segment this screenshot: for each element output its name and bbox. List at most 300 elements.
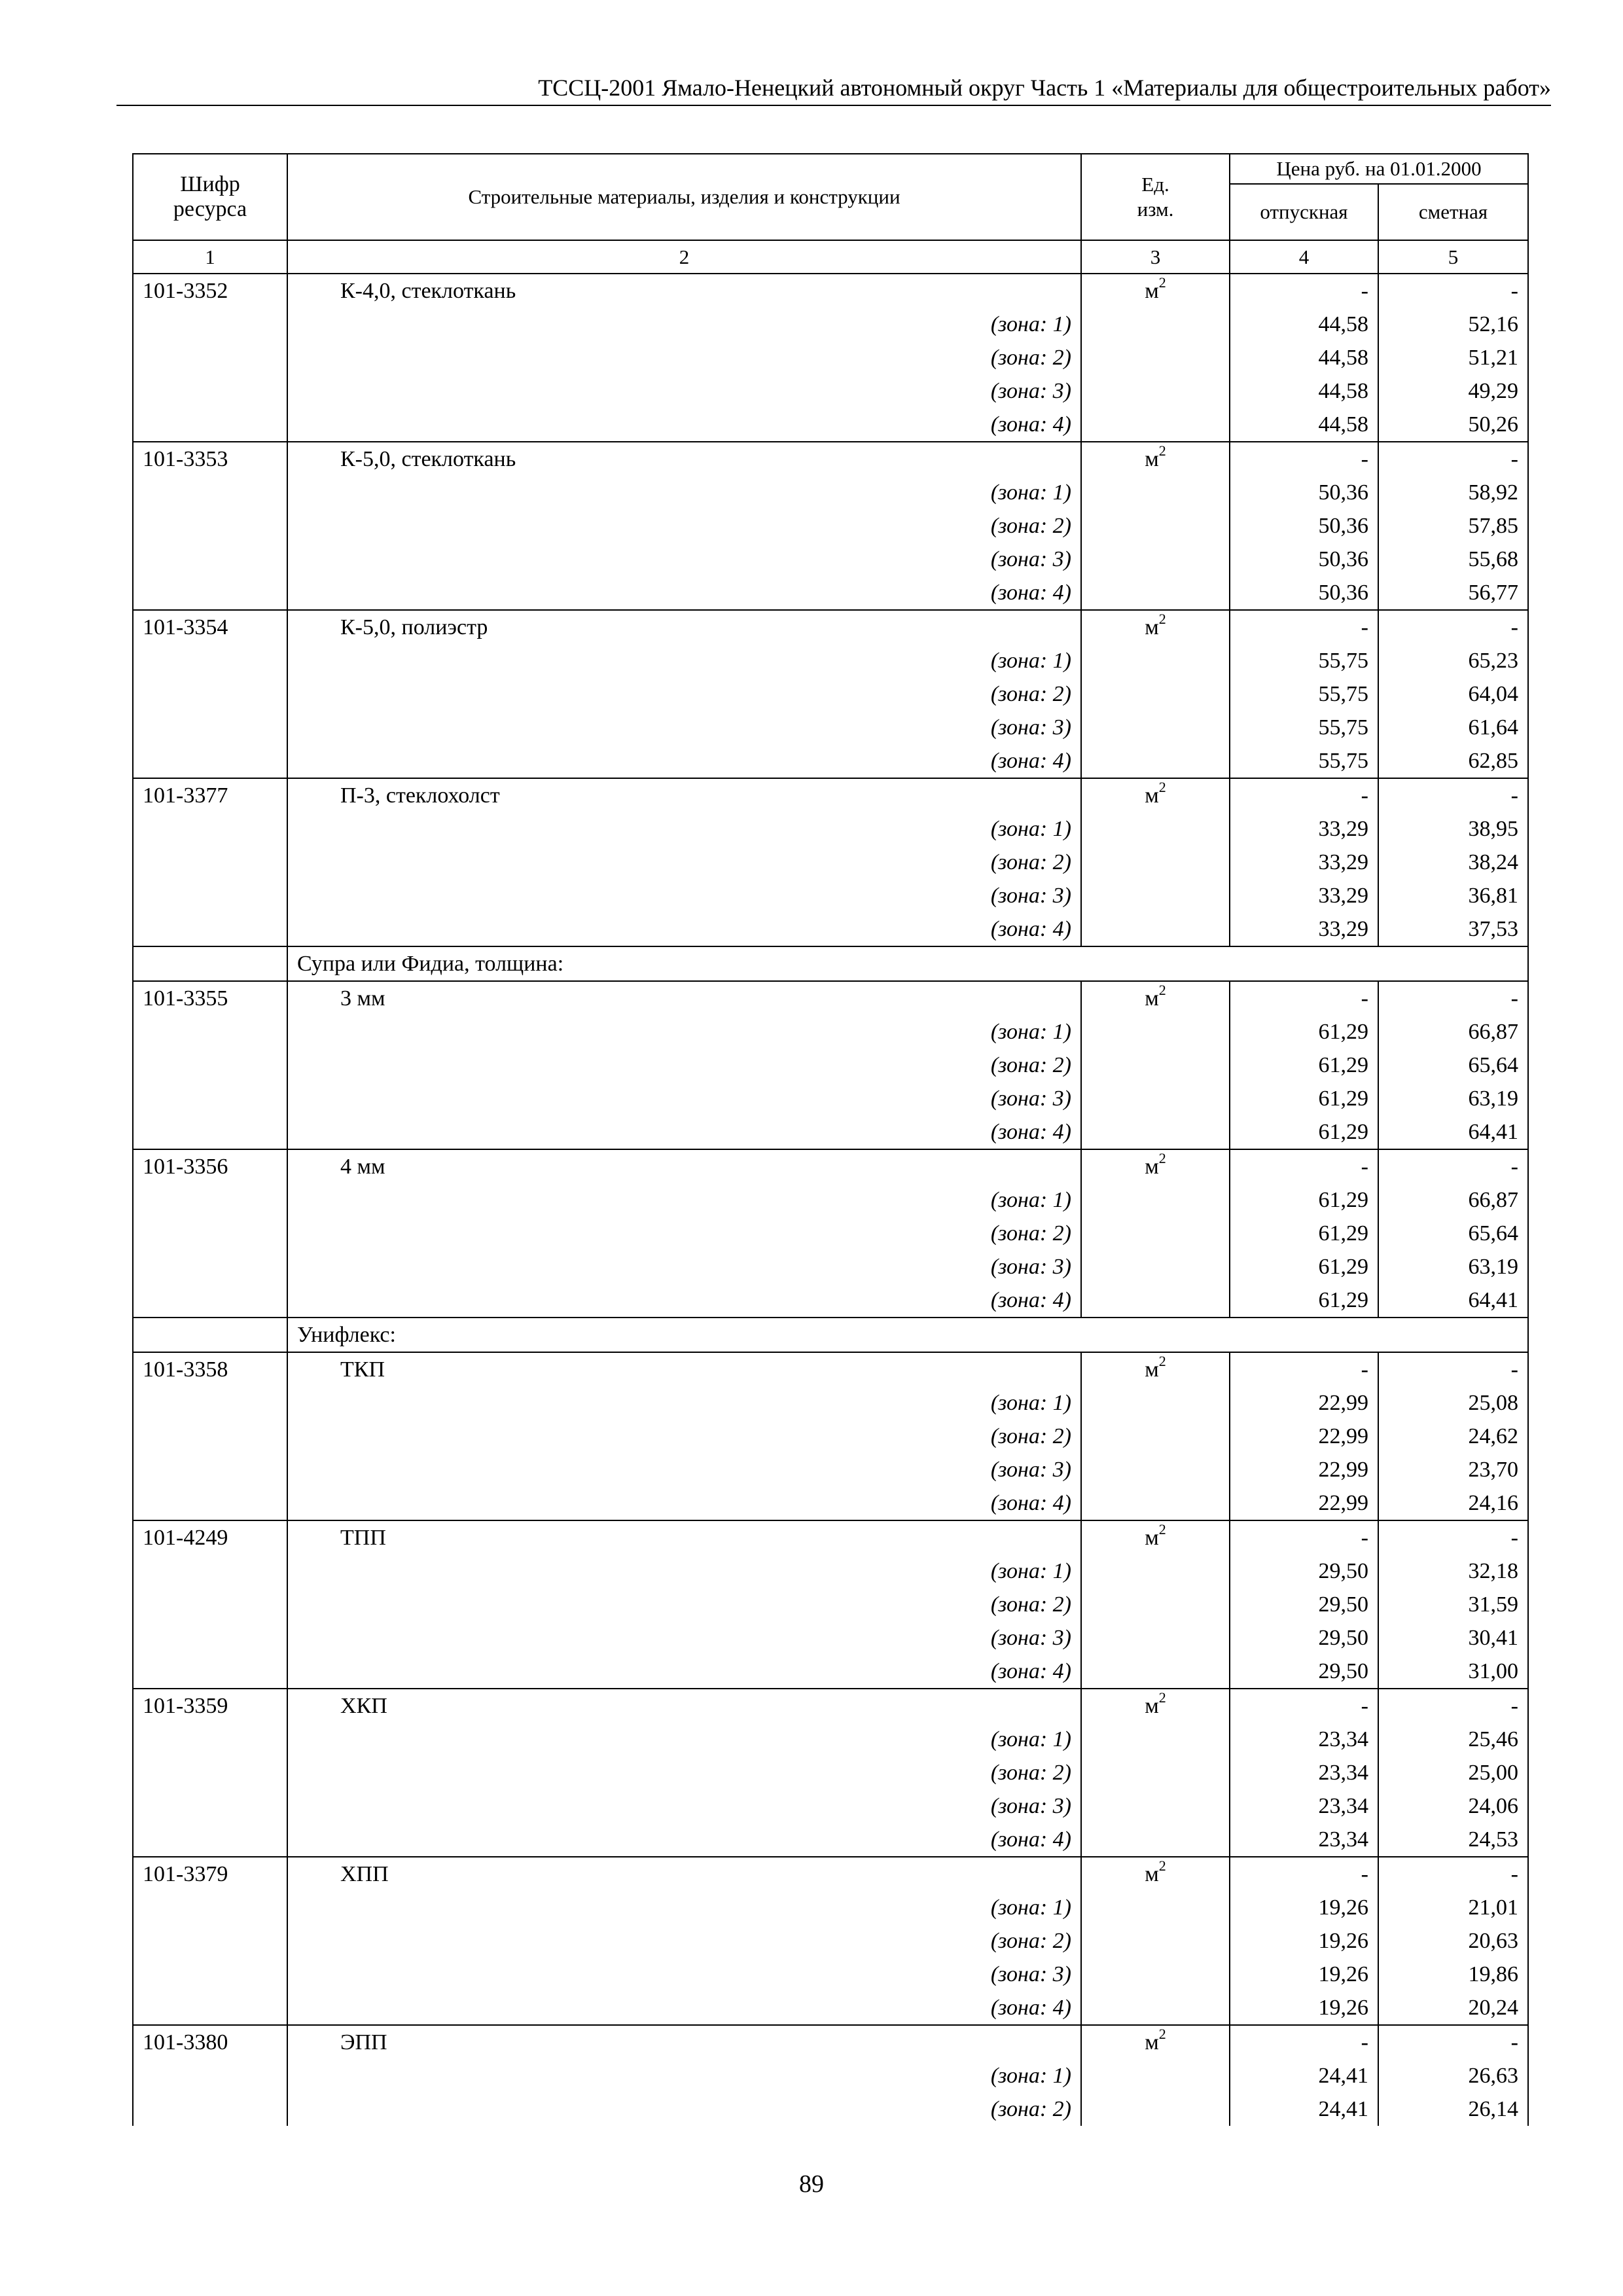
zone-estimate-price: 63,19	[1378, 1250, 1528, 1283]
zone-estimate-price: 65,23	[1378, 644, 1528, 677]
unit-exponent: 2	[1158, 1352, 1166, 1369]
zone-row	[133, 576, 1528, 610]
zone-row	[133, 1183, 1528, 1217]
unit-cell-empty	[1081, 1420, 1230, 1453]
unit-of-measure	[1081, 981, 1230, 1015]
zone-label: (зона: 1)	[287, 476, 1081, 509]
zone-row	[133, 744, 1528, 778]
zone-row	[133, 1015, 1528, 1049]
zone-label: (зона: 2)	[287, 1588, 1081, 1621]
zone-release-price: 44,58	[1230, 374, 1378, 408]
zone-estimate-price: 31,00	[1378, 1655, 1528, 1689]
zone-label: (зона: 1)	[287, 1183, 1081, 1217]
code-cell-empty	[133, 2092, 287, 2126]
zone-estimate-price: 65,64	[1378, 1049, 1528, 1082]
column-header-code-line2: ресурса	[173, 197, 247, 221]
release-price: -	[1230, 1149, 1378, 1183]
unit-exponent: 2	[1158, 610, 1166, 627]
zone-label: (зона: 2)	[287, 677, 1081, 711]
unit-text: м	[1145, 447, 1159, 471]
page-number: 89	[799, 2170, 824, 2198]
zone-row	[133, 677, 1528, 711]
unit-cell-empty	[1081, 543, 1230, 576]
zone-row	[133, 1958, 1528, 1991]
zone-release-price: 50,36	[1230, 509, 1378, 543]
code-cell-empty	[133, 576, 287, 610]
zone-label: (зона: 2)	[287, 1217, 1081, 1250]
unit-cell-empty	[1081, 509, 1230, 543]
zone-label: (зона: 2)	[287, 2092, 1081, 2126]
zone-estimate-price: 19,86	[1378, 1958, 1528, 1991]
unit-cell-empty	[1081, 1991, 1230, 2025]
zone-estimate-price: 64,41	[1378, 1283, 1528, 1318]
unit-cell-empty	[1081, 1823, 1230, 1857]
zone-row	[133, 543, 1528, 576]
unit-cell-empty	[1081, 1183, 1230, 1217]
unit-cell-empty	[1081, 576, 1230, 610]
zone-label: (зона: 3)	[287, 1453, 1081, 1486]
zone-label: (зона: 4)	[287, 1655, 1081, 1689]
code-cell-empty	[133, 1015, 287, 1049]
unit-cell-empty	[1081, 912, 1230, 946]
unit-exponent: 2	[1158, 274, 1166, 291]
zone-label: (зона: 1)	[287, 812, 1081, 846]
unit-exponent: 2	[1158, 2025, 1166, 2042]
zone-row	[133, 879, 1528, 912]
unit-cell-empty	[1081, 1554, 1230, 1588]
code-cell-empty	[133, 408, 287, 442]
release-price: -	[1230, 1352, 1378, 1386]
release-price: -	[1230, 1857, 1378, 1891]
material-name: ТПП	[287, 1520, 1081, 1554]
zone-release-price: 29,50	[1230, 1588, 1378, 1621]
zone-release-price: 33,29	[1230, 812, 1378, 846]
zone-estimate-price: 25,46	[1378, 1723, 1528, 1756]
resource-code: 101-3352	[133, 274, 287, 308]
zone-release-price: 33,29	[1230, 879, 1378, 912]
code-cell-empty	[133, 1958, 287, 1991]
code-cell-empty	[133, 374, 287, 408]
code-cell-empty	[133, 1588, 287, 1621]
code-cell-empty	[133, 1621, 287, 1655]
zone-estimate-price: 32,18	[1378, 1554, 1528, 1588]
unit-cell-empty	[1081, 1250, 1230, 1283]
estimate-price: -	[1378, 610, 1528, 644]
zone-label: (зона: 2)	[287, 846, 1081, 879]
zone-release-price: 19,26	[1230, 1991, 1378, 2025]
resource-code: 101-3377	[133, 778, 287, 812]
price-table	[132, 153, 1529, 2126]
zone-row	[133, 341, 1528, 374]
zone-estimate-price: 23,70	[1378, 1453, 1528, 1486]
column-number-3: 3	[1081, 240, 1230, 274]
zone-estimate-price: 64,04	[1378, 677, 1528, 711]
zone-label: (зона: 4)	[287, 744, 1081, 778]
zone-label: (зона: 3)	[287, 879, 1081, 912]
zone-row	[133, 1386, 1528, 1420]
resource-code: 101-3356	[133, 1149, 287, 1183]
column-header-estimate-price: сметная	[1378, 184, 1528, 240]
zone-row	[133, 1453, 1528, 1486]
unit-exponent: 2	[1158, 778, 1166, 795]
zone-release-price: 23,34	[1230, 1823, 1378, 1857]
unit-cell-empty	[1081, 1217, 1230, 1250]
unit-cell-empty	[1081, 1283, 1230, 1318]
column-header-unit	[1081, 154, 1230, 240]
zone-release-price: 22,99	[1230, 1386, 1378, 1420]
code-cell-empty	[133, 1924, 287, 1958]
code-cell-empty	[133, 1554, 287, 1588]
zone-row	[133, 308, 1528, 341]
zone-release-price: 19,26	[1230, 1924, 1378, 1958]
unit-text: м	[1145, 615, 1159, 639]
zone-label: (зона: 4)	[287, 1823, 1081, 1857]
code-cell-empty	[133, 644, 287, 677]
column-number-2: 2	[287, 240, 1081, 274]
zone-estimate-price: 24,53	[1378, 1823, 1528, 1857]
material-name: К-4,0, стеклоткань	[287, 274, 1081, 308]
zone-estimate-price: 56,77	[1378, 576, 1528, 610]
code-cell-empty	[133, 1991, 287, 2025]
column-header-price-group: Цена руб. на 01.01.2000	[1230, 154, 1528, 184]
code-cell-empty	[133, 1318, 287, 1352]
estimate-price: -	[1378, 442, 1528, 476]
zone-row	[133, 1756, 1528, 1789]
code-cell-empty	[133, 1082, 287, 1115]
zone-release-price: 29,50	[1230, 1621, 1378, 1655]
zone-release-price: 29,50	[1230, 1554, 1378, 1588]
unit-cell-empty	[1081, 1015, 1230, 1049]
code-cell-empty	[133, 744, 287, 778]
zone-estimate-price: 30,41	[1378, 1621, 1528, 1655]
zone-row	[133, 711, 1528, 744]
zone-estimate-price: 38,95	[1378, 812, 1528, 846]
zone-row	[133, 476, 1528, 509]
code-cell-empty	[133, 846, 287, 879]
zone-estimate-price: 20,63	[1378, 1924, 1528, 1958]
zone-label: (зона: 4)	[287, 1486, 1081, 1520]
zone-estimate-price: 66,87	[1378, 1015, 1528, 1049]
zone-label: (зона: 4)	[287, 912, 1081, 946]
zone-release-price: 61,29	[1230, 1250, 1378, 1283]
zone-release-price: 33,29	[1230, 846, 1378, 879]
unit-cell-empty	[1081, 1958, 1230, 1991]
zone-row	[133, 1621, 1528, 1655]
table-row	[133, 778, 1528, 812]
zone-row	[133, 374, 1528, 408]
zone-release-price: 22,99	[1230, 1486, 1378, 1520]
zone-estimate-price: 24,06	[1378, 1789, 1528, 1823]
group-heading: Супра или Фидиа, толщина:	[287, 946, 1528, 981]
zone-label: (зона: 3)	[287, 1789, 1081, 1823]
zone-label: (зона: 3)	[287, 543, 1081, 576]
column-number-1: 1	[133, 240, 287, 274]
zone-estimate-price: 36,81	[1378, 879, 1528, 912]
code-cell-empty	[133, 1655, 287, 1689]
unit-cell-empty	[1081, 476, 1230, 509]
unit-text: м	[1145, 279, 1159, 303]
code-cell-empty	[133, 812, 287, 846]
unit-text: м	[1145, 1694, 1159, 1718]
table-row	[133, 1520, 1528, 1554]
zone-label: (зона: 4)	[287, 576, 1081, 610]
release-price: -	[1230, 1520, 1378, 1554]
unit-cell-empty	[1081, 879, 1230, 912]
column-header-code	[133, 154, 287, 240]
table-row	[133, 2025, 1528, 2059]
code-cell-empty	[133, 1823, 287, 1857]
table-row	[133, 442, 1528, 476]
zone-estimate-price: 66,87	[1378, 1183, 1528, 1217]
zone-label: (зона: 2)	[287, 1756, 1081, 1789]
unit-of-measure	[1081, 1352, 1230, 1386]
unit-cell-empty	[1081, 374, 1230, 408]
zone-estimate-price: 64,41	[1378, 1115, 1528, 1149]
material-name: К-5,0, стеклоткань	[287, 442, 1081, 476]
unit-of-measure	[1081, 778, 1230, 812]
resource-code: 101-3355	[133, 981, 287, 1015]
code-cell-empty	[133, 308, 287, 341]
unit-text: м	[1145, 1357, 1159, 1382]
unit-cell-empty	[1081, 1655, 1230, 1689]
zone-row	[133, 408, 1528, 442]
zone-estimate-price: 25,00	[1378, 1756, 1528, 1789]
material-name: ХКП	[287, 1689, 1081, 1723]
zone-row	[133, 1789, 1528, 1823]
code-cell-empty	[133, 341, 287, 374]
zone-estimate-price: 57,85	[1378, 509, 1528, 543]
release-price: -	[1230, 1689, 1378, 1723]
code-cell-empty	[133, 1453, 287, 1486]
zone-row	[133, 1723, 1528, 1756]
unit-cell-empty	[1081, 2059, 1230, 2092]
zone-label: (зона: 3)	[287, 1958, 1081, 1991]
zone-label: (зона: 1)	[287, 1386, 1081, 1420]
unit-of-measure	[1081, 2025, 1230, 2059]
group-heading-row	[133, 946, 1528, 981]
release-price: -	[1230, 778, 1378, 812]
code-cell-empty	[133, 1486, 287, 1520]
material-name: К-5,0, полиэстр	[287, 610, 1081, 644]
zone-row	[133, 912, 1528, 946]
resource-code: 101-3358	[133, 1352, 287, 1386]
zone-release-price: 23,34	[1230, 1756, 1378, 1789]
unit-cell-empty	[1081, 1082, 1230, 1115]
zone-row	[133, 1924, 1528, 1958]
zone-row	[133, 1655, 1528, 1689]
zone-release-price: 61,29	[1230, 1217, 1378, 1250]
resource-code: 101-3353	[133, 442, 287, 476]
zone-row	[133, 1217, 1528, 1250]
code-cell-empty	[133, 1789, 287, 1823]
column-header-unit-line2: изм.	[1137, 198, 1174, 221]
zone-release-price: 50,36	[1230, 543, 1378, 576]
zone-estimate-price: 20,24	[1378, 1991, 1528, 2025]
table-row	[133, 274, 1528, 308]
estimate-price: -	[1378, 274, 1528, 308]
code-cell-empty	[133, 946, 287, 981]
running-header: ТССЦ-2001 Ямало-Ненецкий автономный округ Часть 1 «Материалы для общестроительных работ»	[538, 75, 1551, 101]
unit-exponent: 2	[1158, 1520, 1166, 1537]
zone-release-price: 61,29	[1230, 1183, 1378, 1217]
unit-cell-empty	[1081, 677, 1230, 711]
unit-cell-empty	[1081, 1621, 1230, 1655]
zone-estimate-price: 38,24	[1378, 846, 1528, 879]
unit-cell-empty	[1081, 1756, 1230, 1789]
zone-estimate-price: 24,16	[1378, 1486, 1528, 1520]
zone-release-price: 19,26	[1230, 1891, 1378, 1924]
unit-exponent: 2	[1158, 981, 1166, 998]
zone-label: (зона: 1)	[287, 2059, 1081, 2092]
zone-release-price: 24,41	[1230, 2092, 1378, 2126]
unit-cell-empty	[1081, 1386, 1230, 1420]
zone-estimate-price: 51,21	[1378, 341, 1528, 374]
zone-row	[133, 644, 1528, 677]
estimate-price: -	[1378, 1352, 1528, 1386]
unit-cell-empty	[1081, 644, 1230, 677]
zone-row	[133, 1250, 1528, 1283]
zone-label: (зона: 3)	[287, 1082, 1081, 1115]
code-cell-empty	[133, 1250, 287, 1283]
zone-release-price: 19,26	[1230, 1958, 1378, 1991]
unit-of-measure	[1081, 442, 1230, 476]
zone-label: (зона: 3)	[287, 1621, 1081, 1655]
zone-release-price: 24,41	[1230, 2059, 1378, 2092]
column-header-unit-line1: Ед.	[1141, 173, 1169, 196]
zone-release-price: 33,29	[1230, 912, 1378, 946]
unit-cell-empty	[1081, 1789, 1230, 1823]
zone-release-price: 29,50	[1230, 1655, 1378, 1689]
resource-code: 101-3359	[133, 1689, 287, 1723]
zone-label: (зона: 4)	[287, 408, 1081, 442]
unit-text: м	[1145, 2030, 1159, 2054]
unit-cell-empty	[1081, 341, 1230, 374]
resource-code: 101-3354	[133, 610, 287, 644]
zone-release-price: 50,36	[1230, 476, 1378, 509]
zone-row	[133, 1082, 1528, 1115]
estimate-price: -	[1378, 1689, 1528, 1723]
zone-release-price: 23,34	[1230, 1789, 1378, 1823]
resource-code: 101-4249	[133, 1520, 287, 1554]
zone-label: (зона: 1)	[287, 1891, 1081, 1924]
zone-row	[133, 1283, 1528, 1318]
zone-row	[133, 509, 1528, 543]
unit-cell-empty	[1081, 1924, 1230, 1958]
zone-release-price: 50,36	[1230, 576, 1378, 610]
column-number-4: 4	[1230, 240, 1378, 274]
table-row	[133, 1149, 1528, 1183]
unit-exponent: 2	[1158, 1857, 1166, 1874]
release-price: -	[1230, 981, 1378, 1015]
zone-estimate-price: 65,64	[1378, 1217, 1528, 1250]
zone-estimate-price: 26,14	[1378, 2092, 1528, 2126]
material-name: ЭПП	[287, 2025, 1081, 2059]
table-body	[133, 274, 1528, 2126]
zone-row	[133, 846, 1528, 879]
zone-row	[133, 1554, 1528, 1588]
column-header-name: Строительные материалы, изделия и конструкции	[287, 154, 1081, 240]
release-price: -	[1230, 274, 1378, 308]
zone-label: (зона: 2)	[287, 341, 1081, 374]
unit-cell-empty	[1081, 1723, 1230, 1756]
code-cell-empty	[133, 1756, 287, 1789]
code-cell-empty	[133, 912, 287, 946]
unit-cell-empty	[1081, 2092, 1230, 2126]
zone-estimate-price: 50,26	[1378, 408, 1528, 442]
unit-cell-empty	[1081, 408, 1230, 442]
zone-row	[133, 1588, 1528, 1621]
estimate-price: -	[1378, 1520, 1528, 1554]
unit-cell-empty	[1081, 711, 1230, 744]
zone-estimate-price: 37,53	[1378, 912, 1528, 946]
unit-of-measure	[1081, 1857, 1230, 1891]
zone-release-price: 55,75	[1230, 644, 1378, 677]
zone-release-price: 61,29	[1230, 1283, 1378, 1318]
code-cell-empty	[133, 1115, 287, 1149]
unit-cell-empty	[1081, 308, 1230, 341]
resource-code: 101-3380	[133, 2025, 287, 2059]
zone-estimate-price: 62,85	[1378, 744, 1528, 778]
zone-release-price: 22,99	[1230, 1420, 1378, 1453]
zone-release-price: 44,58	[1230, 308, 1378, 341]
zone-estimate-price: 31,59	[1378, 1588, 1528, 1621]
zone-label: (зона: 4)	[287, 1991, 1081, 2025]
release-price: -	[1230, 610, 1378, 644]
estimate-price: -	[1378, 1857, 1528, 1891]
code-cell-empty	[133, 1723, 287, 1756]
unit-cell-empty	[1081, 744, 1230, 778]
column-header-release-price: отпускная	[1230, 184, 1378, 240]
material-name: П-3, стеклохолст	[287, 778, 1081, 812]
unit-text: м	[1145, 783, 1159, 808]
unit-cell-empty	[1081, 1049, 1230, 1082]
zone-release-price: 55,75	[1230, 711, 1378, 744]
code-cell-empty	[133, 1049, 287, 1082]
code-cell-empty	[133, 677, 287, 711]
header-rule	[116, 105, 1551, 106]
unit-text: м	[1145, 986, 1159, 1011]
material-name: ТКП	[287, 1352, 1081, 1386]
zone-release-price: 61,29	[1230, 1049, 1378, 1082]
zone-release-price: 55,75	[1230, 744, 1378, 778]
estimate-price: -	[1378, 1149, 1528, 1183]
zone-release-price: 44,58	[1230, 341, 1378, 374]
release-price: -	[1230, 442, 1378, 476]
unit-cell-empty	[1081, 1891, 1230, 1924]
zone-estimate-price: 55,68	[1378, 543, 1528, 576]
estimate-price: -	[1378, 778, 1528, 812]
unit-exponent: 2	[1158, 442, 1166, 459]
zone-estimate-price: 63,19	[1378, 1082, 1528, 1115]
unit-of-measure	[1081, 1149, 1230, 1183]
zone-estimate-price: 26,63	[1378, 2059, 1528, 2092]
column-header-code-line1: Шифр	[180, 172, 240, 196]
zone-release-price: 61,29	[1230, 1082, 1378, 1115]
unit-cell-empty	[1081, 1115, 1230, 1149]
table-row	[133, 610, 1528, 644]
zone-row	[133, 2092, 1528, 2126]
zone-row	[133, 1823, 1528, 1857]
group-heading-row	[133, 1318, 1528, 1352]
zone-release-price: 61,29	[1230, 1015, 1378, 1049]
estimate-price: -	[1378, 2025, 1528, 2059]
code-cell-empty	[133, 1183, 287, 1217]
zone-row	[133, 1891, 1528, 1924]
zone-label: (зона: 2)	[287, 509, 1081, 543]
code-cell-empty	[133, 1386, 287, 1420]
zone-label: (зона: 2)	[287, 1049, 1081, 1082]
code-cell-empty	[133, 543, 287, 576]
